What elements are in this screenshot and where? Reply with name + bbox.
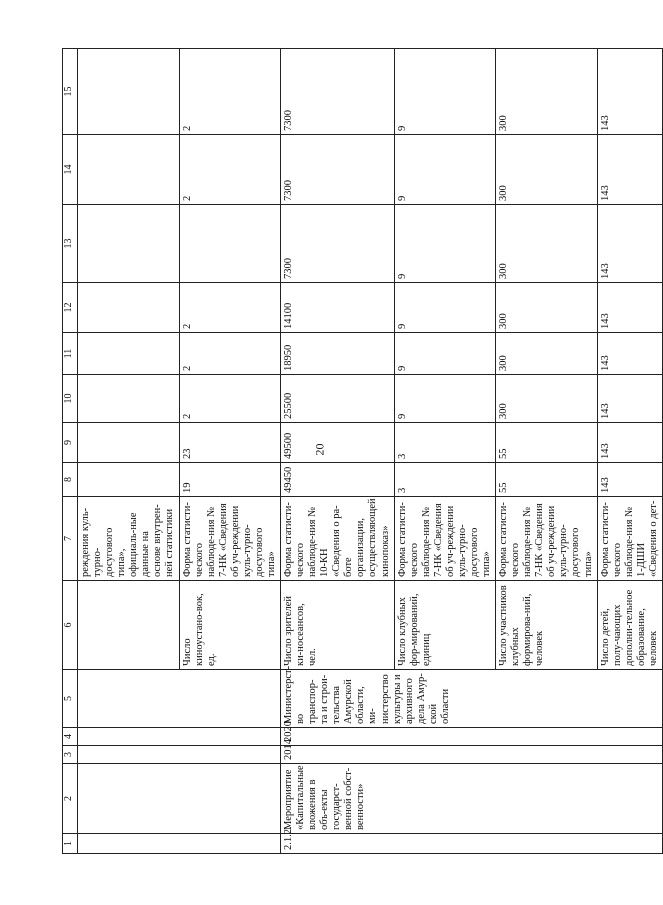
cell-value: 9 xyxy=(394,333,496,375)
cell-value: 7300 xyxy=(281,205,395,283)
cell-value xyxy=(78,205,180,283)
header-cell: 6 xyxy=(63,581,78,670)
header-cell: 10 xyxy=(63,375,78,423)
cell-value: 3 xyxy=(394,423,496,463)
cell-value: 2 xyxy=(179,375,281,423)
header-cell: 11 xyxy=(63,333,78,375)
cell-value: 9 xyxy=(394,283,496,333)
table-row xyxy=(281,49,395,854)
header-cell: 14 xyxy=(63,135,78,205)
header-cell: 4 xyxy=(63,728,78,746)
cell-value xyxy=(78,283,180,333)
table-rotator xyxy=(62,49,659,854)
cell-value: 19 xyxy=(179,463,281,497)
cell-value: 2 xyxy=(179,283,281,333)
cell-indicator: Число киноустано-вок, ед. xyxy=(179,581,281,670)
cell-value: 14100 xyxy=(281,283,395,333)
cell-source: Форма статисти-ческого наблюде-ния № 10-КН «Сведения о ра-боте организации, осуществляющей кинопоказ» xyxy=(281,497,395,581)
data-table xyxy=(62,48,663,854)
cell-source: Форма статисти-ческого наблюде-ния № 7-НК «Сведения об уч-реждении куль-турно-досугового типа» xyxy=(179,497,281,581)
cell-value: 9 xyxy=(394,205,496,283)
header-cell: 2 xyxy=(63,764,78,834)
cell-value: 49500 xyxy=(281,423,395,463)
cell-no: 2.1.2. xyxy=(281,834,663,854)
cell-value: 2 xyxy=(179,333,281,375)
cell-value: 55 xyxy=(496,423,598,463)
cell-value: 2 xyxy=(179,49,281,135)
cell-value: 9 xyxy=(394,135,496,205)
page-number: 20 xyxy=(312,443,327,456)
cell-value: 9 xyxy=(394,49,496,135)
cell-indicator: Число детей, полу-чающих дополни-тельное образование, человек xyxy=(597,581,662,670)
cell-value: 143 xyxy=(597,375,662,423)
cell-executor: Министерст-во транспор-та и строи-тельства Амурской области, ми-нистерство культуры и архивного дела Амур-ской области xyxy=(281,670,663,728)
cell-value: 9 xyxy=(394,375,496,423)
header-cell: 8 xyxy=(63,463,78,497)
cell-value: 143 xyxy=(597,205,662,283)
cell-value: 143 xyxy=(597,333,662,375)
cell-source: Форма статисти-ческого наблюде-ния № 7-НК «Сведения об уч-реждении куль-турно-досугового типа» xyxy=(394,497,496,581)
cell-value: 143 xyxy=(597,49,662,135)
cell-value: 23 xyxy=(179,423,281,463)
header-cell: 13 xyxy=(63,205,78,283)
cell-value xyxy=(78,423,180,463)
header-cell: 12 xyxy=(63,283,78,333)
table-row xyxy=(78,49,180,854)
cell-value: 143 xyxy=(597,135,662,205)
cell-indicator-empty xyxy=(78,581,180,670)
header-cell: 7 xyxy=(63,497,78,581)
cell-source: реждения куль-турно-досугового типа», официаль-ные данные на основе внутрен-ней статистики xyxy=(78,497,180,581)
cell-event: Мероприятие «Капитальные вложения в объ-екты государст-венной собст-венности» xyxy=(281,764,663,834)
header-cell: 3 xyxy=(63,746,78,764)
cell-value: 25500 xyxy=(281,375,395,423)
cell-value: 18950 xyxy=(281,333,395,375)
cell-executor-empty xyxy=(78,670,281,728)
cell-value xyxy=(78,375,180,423)
cell-value: 300 xyxy=(496,375,598,423)
cell-value: 300 xyxy=(496,283,598,333)
cell-indicator: Число клубных фор-мирований, единиц xyxy=(394,581,496,670)
cell-value: 143 xyxy=(597,463,662,497)
cell-source: Форма статисти-ческого наблюде-ния № 7-НК «Сведения об уч-реждении куль-турно-досугового типа» xyxy=(496,497,598,581)
cell-start-year: 2014 xyxy=(281,746,663,764)
header-cell: 5 xyxy=(63,670,78,728)
cell-value xyxy=(78,333,180,375)
cell-end-empty xyxy=(78,728,281,746)
cell-no-empty xyxy=(78,834,281,854)
header-cell: 9 xyxy=(63,423,78,463)
cell-value: 7300 xyxy=(281,49,395,135)
cell-value xyxy=(78,49,180,135)
header-cell: 15 xyxy=(63,49,78,135)
cell-value: 49450 xyxy=(281,463,395,497)
cell-value: 143 xyxy=(597,283,662,333)
cell-value: 2 xyxy=(179,135,281,205)
cell-value: 300 xyxy=(496,135,598,205)
cell-event-empty xyxy=(78,764,281,834)
cell-start-empty xyxy=(78,746,281,764)
cell-value: 300 xyxy=(496,333,598,375)
cell-value xyxy=(179,205,281,283)
cell-value: 7300 xyxy=(281,135,395,205)
cell-value xyxy=(78,463,180,497)
cell-value: 143 xyxy=(597,423,662,463)
cell-value xyxy=(78,135,180,205)
header-row xyxy=(63,49,78,854)
cell-value: 300 xyxy=(496,49,598,135)
header-cell: 1 xyxy=(63,834,78,854)
cell-indicator: Число зрителей ки-носеансов, чел. xyxy=(281,581,395,670)
cell-source: Форма статисти-ческого наблюде-ния № 1-ДШИ «Сведения о дет- xyxy=(597,497,662,581)
cell-value: 55 xyxy=(496,463,598,497)
cell-value: 3 xyxy=(394,463,496,497)
cell-end-year: 2020 xyxy=(281,728,663,746)
cell-value: 300 xyxy=(496,205,598,283)
cell-indicator: Число участников клубных формирова-ний, человек xyxy=(496,581,598,670)
